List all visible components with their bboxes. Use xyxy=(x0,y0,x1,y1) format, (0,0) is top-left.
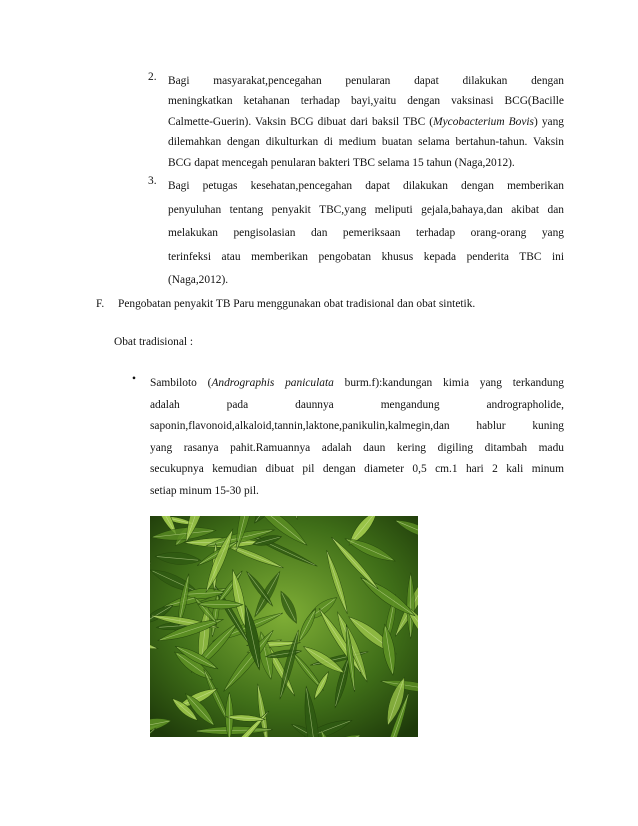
sambiloto-line4: yang rasanya pahit.Ramuannya adalah daun kering digiling ditambah madu xyxy=(150,441,564,454)
item2-line3: Calmette-Guerin). Vaksin BCG dibuat dari baksil TBC (Mycobacterium Bovis) yang xyxy=(168,115,564,128)
sambiloto-line6: setiap minum 15-30 pil. xyxy=(150,484,259,497)
item3-line5: (Naga,2012). xyxy=(168,274,229,286)
item3-line4: terinfeksi atau memberikan pengobatan khusus kepada penderita TBC ini xyxy=(168,250,564,263)
item3-line3: melakukan pengisolasian dan pemeriksaan terhadap orang-orang yang xyxy=(168,227,564,239)
obat-tradisional-label: Obat tradisional : xyxy=(114,336,194,348)
sambiloto-line1: Sambiloto (Andrographis paniculata burm.f):kandungan kimia yang terkandung xyxy=(150,377,564,389)
bullet-icon: • xyxy=(132,373,136,385)
sambiloto-line5: secukupnya kemudian dibuat pil dengan diameter 0,5 cm.1 hari 2 kali minum xyxy=(150,463,564,475)
item2-line4: dilemahkan dengan dikulturkan di medium buatan selama bertahun-tahun. Vaksin xyxy=(168,136,564,149)
list-item-2 xyxy=(150,71,564,173)
species-name: Andrographis paniculata xyxy=(211,377,334,389)
item2-line5: BCG dapat mencegah penularan bakteri TBC selama 15 tahun (Naga,2012). xyxy=(168,156,515,169)
list-item-3 xyxy=(150,175,564,293)
item3-line1: Bagi petugas kesehatan,pencegahan dapat dilakukan dengan memberikan xyxy=(168,180,564,192)
sambiloto-line3: saponin,flavonoid,alkaloid,tannin,laktone,panikulin,kalmegin,dan hablur kuning xyxy=(150,420,564,432)
sambiloto-paragraph xyxy=(150,373,564,502)
species-name: Mycobacterium Bovis xyxy=(433,115,534,128)
section-f-text: Pengobatan penyakit TB Paru menggunakan obat tradisional dan obat sintetik. xyxy=(118,298,476,310)
section-letter: F. xyxy=(96,298,105,310)
item2-line1: Bagi masyarakat,pencegahan penularan dapat dilakukan dengan xyxy=(168,75,564,87)
list-number: 3. xyxy=(148,175,157,187)
sambiloto-line2: adalah pada daunnya mengandung andrographolide, xyxy=(150,398,564,411)
sambiloto-plant-photo xyxy=(150,516,418,737)
section-f-heading xyxy=(96,298,566,310)
item2-line2: meningkatkan ketahanan terhadap bayi,yaitu dengan vaksinasi BCG(Bacille xyxy=(168,95,564,108)
item3-line2: penyuluhan tentang penyakit TBC,yang meliputi gejala,bahaya,dan akibat dan xyxy=(168,203,564,216)
list-number: 2. xyxy=(148,71,157,83)
